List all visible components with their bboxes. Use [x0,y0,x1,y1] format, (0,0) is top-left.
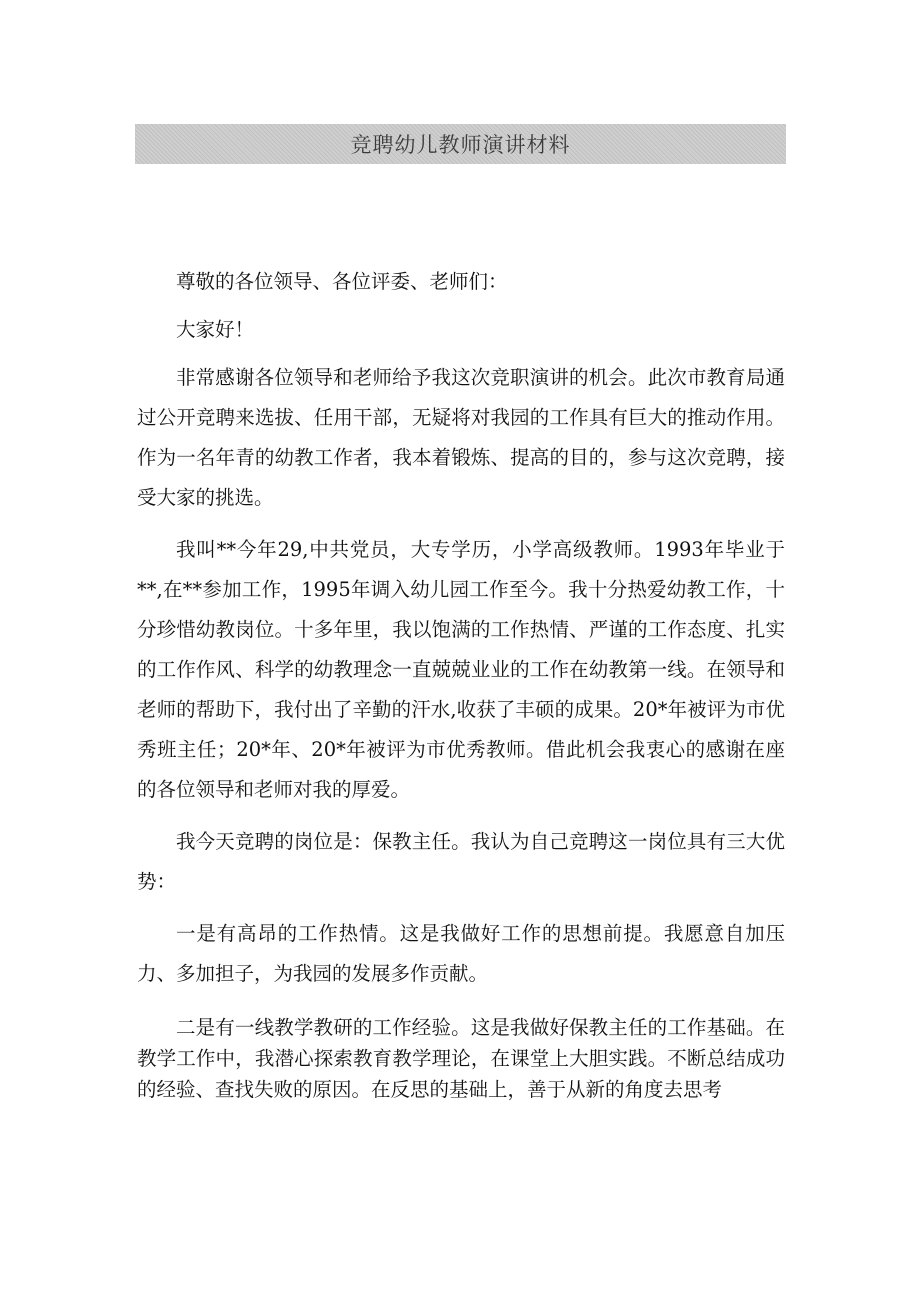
greeting-paragraph: 大家好！ [176,318,255,341]
position-paragraph: 我今天竞聘的岗位是：保教主任。我认为自己竞聘这一岗位具有三大优势： [137,830,785,893]
introduction-paragraph: 我叫**今年29,中共党员，大专学历，小学高级教师。1993年毕业于**,在**参加工作，1995年调入幼儿园工作至今。我十分热爱幼教工作，十分珍惜幼教岗位。十多年里，我以饱满的工作热情、严谨的工作态度、扎实的工作作风、科学的幼教理念一直兢兢业业的工作在幼教第一线。在领导和老师的帮助下，我付出了辛勤的汗水,收获了丰硕的成果。20*年被评为市优秀班主任；20*年、20*年被评为市优秀教师。借此机会我衷心的感谢在座的各位领导和老师对我的厚爱。 [137,538,785,801]
advantage-two-paragraph: 二是有一线教学教研的工作经验。这是我做好保教主任的工作基础。在教学工作中，我潜心探索教育教学理论，在课堂上大胆实践。不断总结成功的经验、查找失败的原因。在反思的基础上，善于从新的角度去思考 [137,1016,785,1101]
title-banner [135,124,786,164]
thanks-paragraph: 非常感谢各位领导和老师给予我这次竞职演讲的机会。此次市教育局通过公开竞聘来选拔、任用干部，无疑将对我园的工作具有巨大的推动作用。作为一名年青的幼教工作者，我本着锻炼、提高的目的，参与这次竞聘，接受大家的挑选。 [137,366,785,509]
document-title: 竞聘幼儿教师演讲材料 [350,133,571,157]
document-body [137,262,785,1105]
advantage-one-paragraph: 一是有高昂的工作热情。这是我做好工作的思想前提。我愿意自加压力、多加担子，为我园的发展多作贡献。 [137,922,785,985]
salutation-paragraph: 尊敬的各位领导、各位评委、老师们： [176,270,508,293]
